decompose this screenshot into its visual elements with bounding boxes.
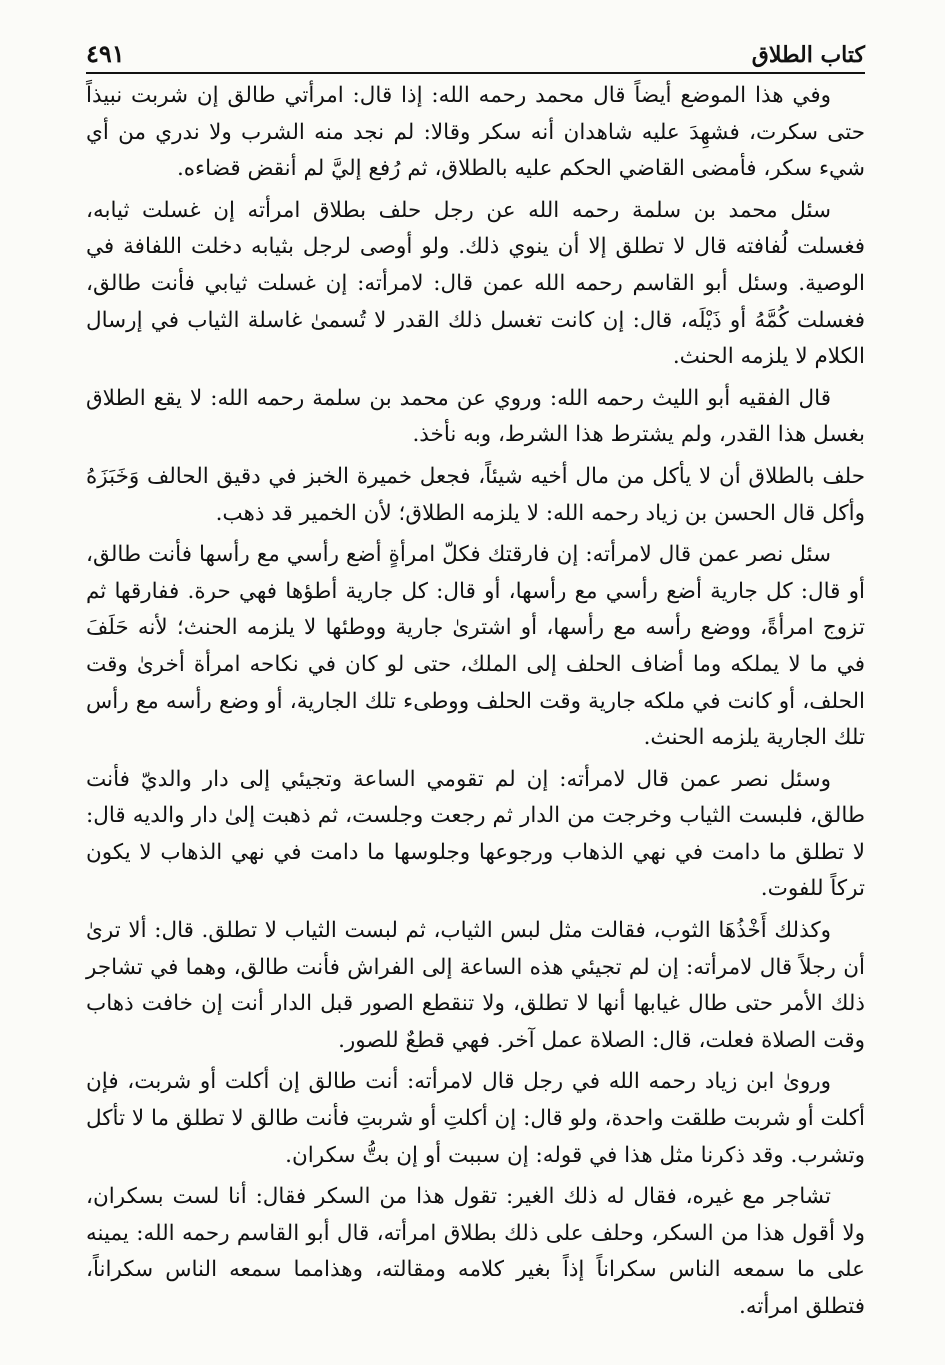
page-header (86, 20, 865, 74)
paragraph: وكذلك أَخْذُهَا الثوب، فقالت مثل لبس الثياب، ثم لبست الثياب لا تطلق. قال: ألا ترىٰ أن رجلاً قال لامرأته: إن لم تجيئي هذه الساعة إلى الفراش فأنت طالق، وهما في تشاجر ذلك الأمر حتى طال غيابها أنها لا تطلق، ولا تنقطع الصور قبل الدار أنت إن خافت ذهاب وقت الصلاة فعلت، قال: الصلاة عمل آخر. فهي قطعٌ للصور. (86, 918, 865, 1053)
page (86, 20, 865, 1345)
paragraph: سئل نصر عمن قال لامرأته: إن فارقتك فكلّ امرأةٍ أضع رأسي مع رأسها فأنت طالق، أو قال: كل جارية أضع رأسي مع رأسها، أو قال: كل جارية أطؤها فهي حرة. ففارقها ثم تزوج امرأةً، ووضع رأسه مع رأسها، أو اشترىٰ جارية ووطئها لا يلزمه الحنث؛ لأنه حَلَفَ في ما لا يملكه وما أضاف الحلف إلى الملك، حتى لو كان في نكاحه امرأة أخرىٰ وقت الحلف، أو كانت في ملكه جارية وقت الحلف ووطىء تلك الجارية، أو وضع رأسه مع رأس تلك الجارية يلزمه الحنث. (86, 542, 865, 751)
paragraph: سئل محمد بن سلمة رحمه الله عن رجل حلف بطلاق امرأته إن غسلت ثيابه، فغسلت لُفافته قال لا تطلق إلا أن ينوي ذلك. ولو أوصى لرجل بثيابه دخلت اللفافة في الوصية. وسئل أبو القاسم رحمه الله عمن قال: لامرأته: إن غسلت ثيابي فأنت طالق، فغسلت كُمَّهُ أو ذَيْلَه، قال: إن كانت تغسل ذلك القدر لا تُسمىٰ غاسلة الثياب في إرسال الكلام لا يلزمه الحنث. (86, 197, 865, 370)
paragraph: وفي هذا الموضع أيضاً قال محمد رحمه الله: إذا قال: امرأتي طالق إن شربت نبيذاً حتى سكرت، فشهِدَ عليه شاهدان أنه سكر وقالا: لم نجد منه الشرب ولا ندري من أي شيء سكر، فأمضى القاضي الحكم عليه بالطلاق، ثم رُفع إليَّ لم أنقض قضاءه. (86, 83, 865, 182)
page-number: ٤٩١ (86, 39, 125, 68)
paragraph: ورویٰ ابن زياد رحمه الله في رجل قال لامرأته: أنت طالق إن أكلت أو شربت، فإن أكلت أو شربت طلقت واحدة، ولو قال: إن أكلتِ أو شربتِ فأنت طالق لا تطلق ما لا تأكل وتشرب. وقد ذكرنا مثل هذا في قوله: إن سببت أو إن بتُّ سكران. (86, 1069, 865, 1168)
book-title: كتاب الطلاق (751, 42, 865, 68)
body-text (86, 78, 865, 1331)
paragraph: قال الفقيه أبو الليث رحمه الله: وروي عن محمد بن سلمة رحمه الله: لا يقع الطلاق بغسل هذا القدر، ولم يشترط هذا الشرط، وبه نأخذ. (86, 385, 865, 448)
paragraph: تشاجر مع غيره، فقال له ذلك الغير: تقول هذا من السكر فقال: أنا لست بسكران، ولا أقول هذا من السكر، وحلف على ذلك بطلاق امرأته، قال أبو القاسم رحمه الله: يمينه على ما سمعه الناس سكراناً إذاً بغير كلامه ومقالته، وهذامما سمعه الناس سكراناً، فتطلق امرأته. (86, 1184, 865, 1319)
paragraph: وسئل نصر عمن قال لامرأته: إن لم تقومي الساعة وتجيئي إلى دار والديّ فأنت طالق، فلبست الثياب وخرجت من الدار ثم رجعت وجلست، ثم ذهبت إلىٰ دار والديه قال: لا تطلق ما دامت في نهي الذهاب ورجوعها وجلوسها ما دامت في نهي الذهاب لا يكون تركاً للفوت. (86, 766, 865, 902)
paragraph: حلف بالطلاق أن لا يأكل من مال أخيه شيئاً، فجعل خميرة الخبز في دقيق الحالف وَخَبَزَهُ وأكل قال الحسن بن زياد رحمه الله: لا يلزمه الطلاق؛ لأن الخمير قد ذهب. (86, 463, 865, 526)
